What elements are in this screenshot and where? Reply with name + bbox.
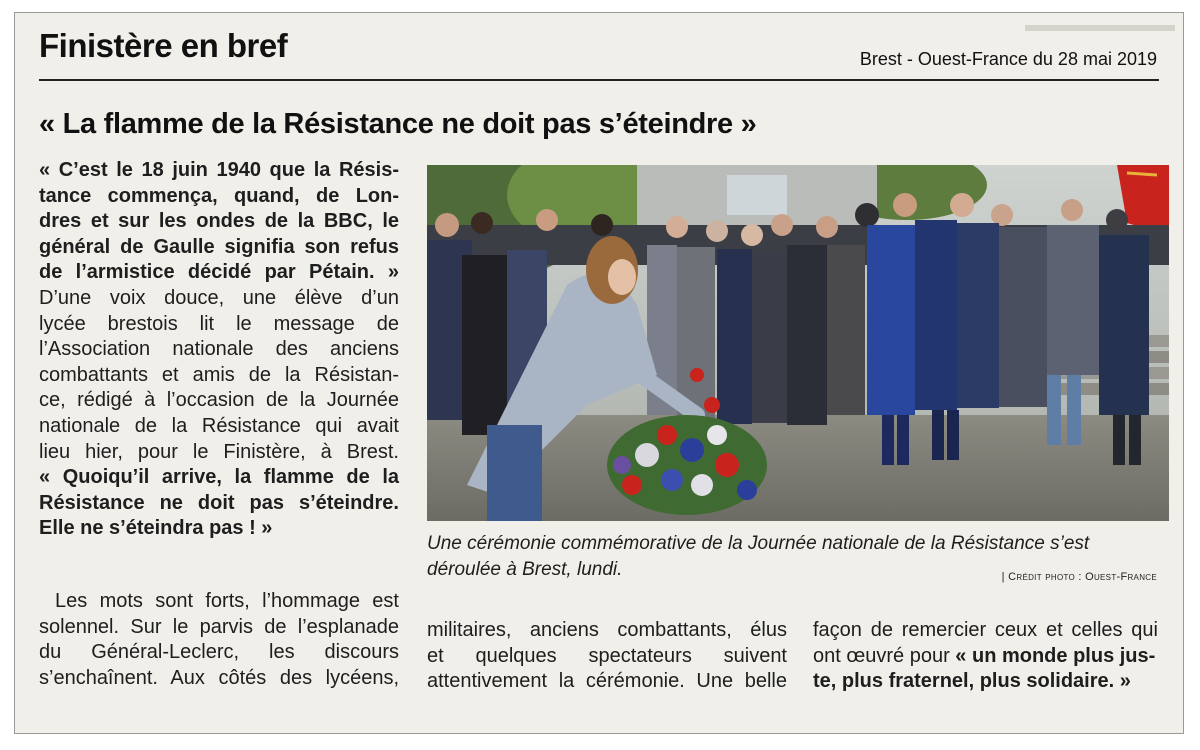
column-3-text xyxy=(813,618,1158,695)
section-rubric: Finistère en bref xyxy=(39,27,288,64)
bleed-through-text xyxy=(1025,21,1175,40)
text-line: l’Association nationale des anciens xyxy=(39,338,399,361)
text-line: général de Gaulle signifia son refus xyxy=(39,235,399,258)
text-line: lieu hier, pour le Finistère, à Brest. xyxy=(39,440,399,463)
text-line: et quelques spectateurs suivent xyxy=(427,644,787,667)
text-fragment: ont œuvré pour xyxy=(813,644,956,667)
text-line: de l’armistice décidé par Pétain. » xyxy=(39,261,399,284)
text-line: te, plus fraternel, plus solidaire. » xyxy=(813,670,1131,693)
text-line xyxy=(813,644,1158,670)
text-fragment-bold: « un monde plus jus- xyxy=(955,644,1156,667)
caption-line: Une cérémonie commémorative de la Journée nationale de la Résistance s’est xyxy=(427,533,1090,554)
text-line: façon de remercier ceux et celles qui xyxy=(813,619,1158,641)
text-line: Résistance ne doit pas s’éteindre. xyxy=(39,491,399,514)
caption-line: déroulée à Brest, lundi. xyxy=(427,559,623,580)
column-2-text xyxy=(427,618,787,695)
column-1-text xyxy=(39,158,399,542)
source-label: Brest - Ouest-France du 28 mai 2019 xyxy=(859,49,1157,69)
text-line: lycée brestois lit le message de xyxy=(39,312,399,335)
photo-illustration xyxy=(427,165,1169,521)
ceremony-photo xyxy=(427,165,1169,521)
article-headline: « La flamme de la Résistance ne doit pas s’éteindre » xyxy=(39,108,757,140)
text-line: « C’est le 18 juin 1940 que la Résis- xyxy=(39,159,399,181)
text-line: ce, rédigé à l’occasion de la Journée xyxy=(39,389,399,412)
text-line: attentivement la cérémonie. Une belle xyxy=(427,670,787,693)
newspaper-clipping xyxy=(14,12,1184,734)
text-line: nationale de la Résistance qui avait xyxy=(39,414,399,437)
text-line: combattants et amis de la Résistan- xyxy=(39,363,399,386)
text-line: D’une voix douce, une élève d’un xyxy=(39,286,399,309)
text-line: tance commença, quand, de Lon- xyxy=(39,184,399,207)
text-line: s’enchaînent. Aux côtés des lycéens, xyxy=(39,666,399,689)
text-line: militaires, anciens combattants, élus xyxy=(427,619,787,641)
column-1-continued xyxy=(39,589,399,691)
bleed-through-mark xyxy=(1025,21,1175,35)
text-line: du Général-Leclerc, les discours xyxy=(39,641,399,664)
text-line: Les mots sont forts, l’hommage est xyxy=(55,590,399,612)
header-rule xyxy=(39,79,1159,81)
text-line: « Quoiqu’il arrive, la flamme de la xyxy=(39,466,399,489)
text-line: dres et sur les ondes de la BBC, le xyxy=(39,210,399,233)
photo-credit: | Crédit photo : Ouest-France xyxy=(1001,571,1157,583)
text-line: solennel. Sur le parvis de l’esplanade xyxy=(39,615,399,638)
text-line: Elle ne s’éteindra pas ! » xyxy=(39,517,273,540)
